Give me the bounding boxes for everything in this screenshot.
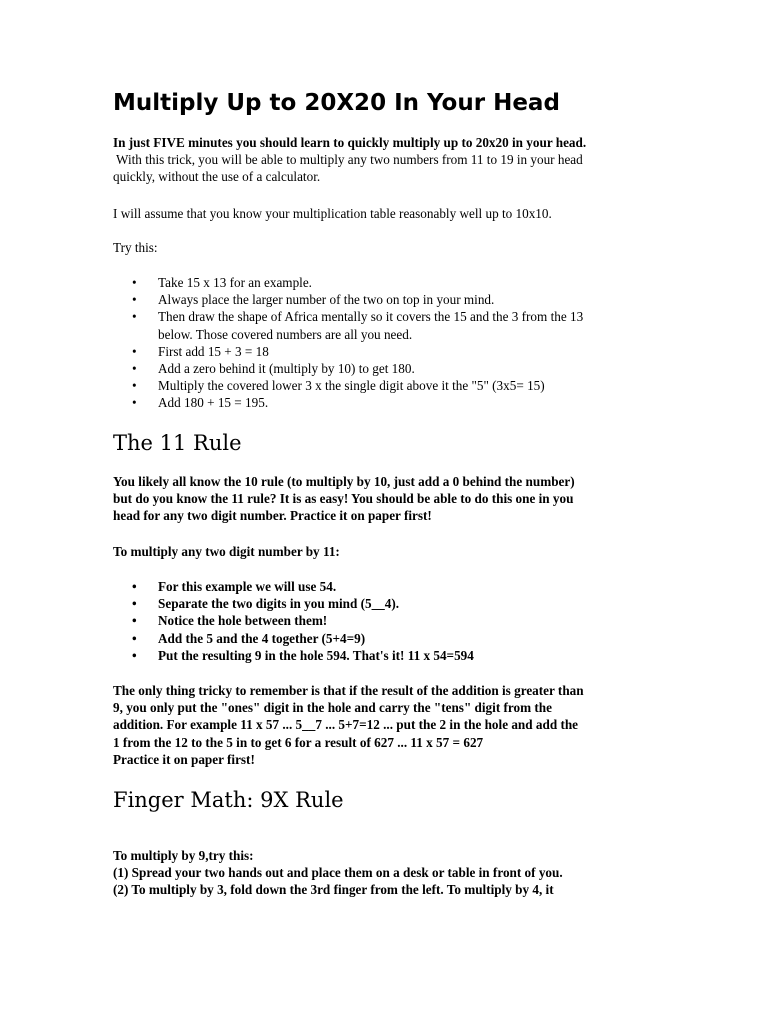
bullet-icon: •: [132, 378, 137, 394]
bullet-icon: •: [132, 343, 137, 359]
bullet-icon: •: [132, 275, 137, 290]
rule11-steps-list: [113, 578, 658, 664]
bullet-icon: •: [132, 647, 137, 663]
steps-list: [113, 274, 658, 412]
rule11-intro-paragraph: You likely all know the 10 rule (to multiply by 10, just add a 0 behind the number) but do you know the 11 rule? It is as easy! You should be able to do this one in you head for any two digit number. Practice it on paper first!: [113, 474, 575, 524]
intro-paragraph: [113, 134, 658, 186]
rule11-subhead: To multiply any two digit number by 11:: [113, 544, 340, 559]
intro-line-3: quickly, without the use of a calculator.: [113, 169, 321, 185]
list-item: • For this example we will use 54.: [132, 579, 337, 594]
bullet-icon: •: [132, 630, 137, 646]
list-item: • Always place the larger number of the two on top in your mind.: [132, 292, 495, 308]
intro-bold-lead: In just FIVE minutes you should learn to quickly multiply up to 20x20 in your head.: [113, 135, 587, 150]
list-item: • Multiply the covered lower 3 x the single digit above it the "5" (3x5= 15): [132, 378, 545, 394]
bullet-icon: •: [132, 613, 137, 629]
list-item: • Add the 5 and the 4 together (5+4=9): [132, 630, 366, 646]
list-item: • Put the resulting 9 in the hole 594. That's it! 11 x 54=594: [132, 647, 474, 663]
bullet-icon: •: [132, 292, 137, 308]
intro-line-2: With this trick, you will be able to multiply any two numbers from 11 to 19 in your head: [113, 152, 583, 168]
list-item: • Take 15 x 13 for an example.: [132, 275, 312, 290]
list-item: • Add a zero behind it (multiply by 10) to get 180.: [132, 361, 415, 377]
bullet-icon: •: [132, 309, 137, 325]
list-item: • First add 15 + 3 = 18: [132, 343, 269, 359]
bullet-icon: •: [132, 395, 137, 411]
bullet-icon: •: [132, 361, 137, 377]
rule11-tricky-paragraph: The only thing tricky to remember is that if the result of the addition is greater than 9, you only put the "ones" digit in the hole and carry the "tens" digit from the addition. For example 11 x 57 ... 5__7 ... 5+7=12 ... put the 2 in the hole and add the 1 from the 12 to the 5 in to get 6 for a result of 627 ... 11 x 57 = 627 Practice it on paper first!: [113, 683, 584, 767]
list-item: • Then draw the shape of Africa mentally so it covers the 15 and the 3 from the 13 below. Those covered numbers are all you need.: [132, 309, 584, 342]
page-title: Multiply Up to 20X20 In Your Head: [113, 90, 560, 116]
bullet-icon: •: [132, 579, 137, 594]
rule11-heading: The 11 Rule: [113, 431, 242, 455]
bullet-icon: •: [132, 596, 137, 612]
list-item: • Separate the two digits in you mind (5__4).: [132, 596, 400, 612]
list-item: • Add 180 + 15 = 195.: [132, 395, 269, 411]
assume-paragraph: I will assume that you know your multiplication table reasonably well up to 10x10.: [113, 206, 552, 221]
try-this-label: Try this:: [113, 240, 158, 255]
finger-math-heading: Finger Math: 9X Rule: [113, 788, 344, 812]
finger-math-paragraph: To multiply by 9,try this: (1) Spread your two hands out and place them on a desk or table in front of you. (2) To multiply by 3, fold down the 3rd finger from the left. To multiply by 4, it: [113, 848, 563, 898]
list-item: • Notice the hole between them!: [132, 613, 328, 629]
